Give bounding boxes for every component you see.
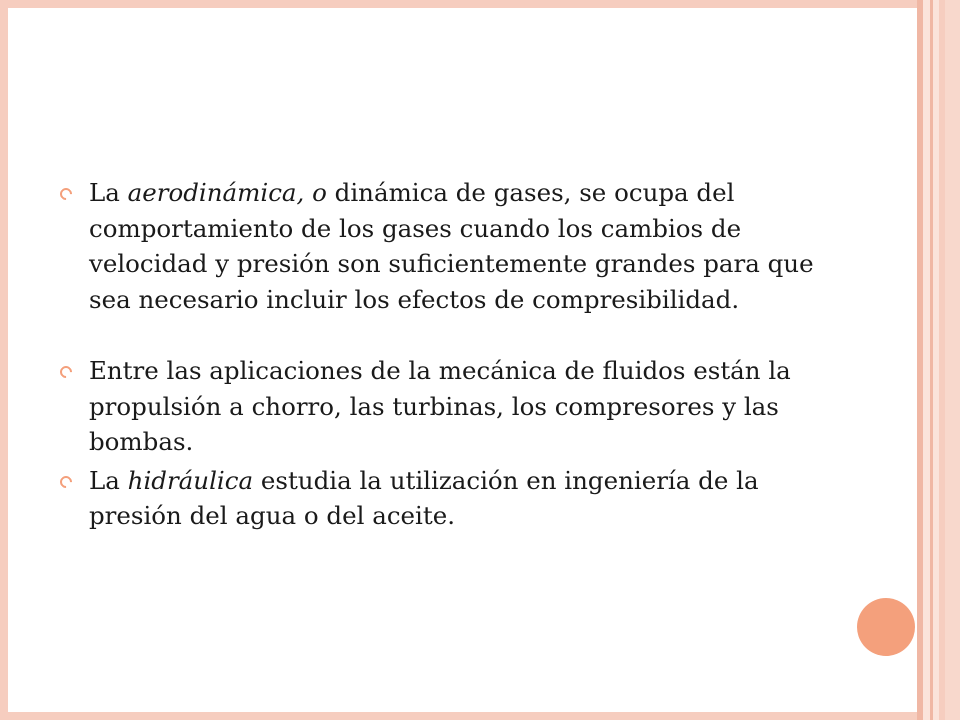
bullet-text: Entre las aplicaciones de la mecánica de fluidos están la propulsión a chorro, las turbinas, los compresores y las bombas. (89, 356, 791, 456)
decorative-stripe (923, 0, 930, 720)
frame-top-border (0, 0, 924, 8)
frame-left-border (0, 0, 8, 720)
bullet-list (60, 175, 830, 534)
bullet-item (60, 463, 830, 534)
bullet-text: La hidráulica estudia la utilización en ingeniería de la presión del agua o del aceite. (89, 465, 759, 530)
frame-bottom-border (0, 712, 924, 720)
decorative-circle (857, 598, 915, 656)
decorative-stripe (945, 0, 960, 720)
bullet-item (60, 353, 830, 460)
bullet-text: La aerodinámica, o dinámica de gases, se ocupa del comportamiento de los gases cuando los cambios de velocidad y presión son suficientemente grandes para que sea necesario incluir los efectos de compresibilidad. (89, 178, 814, 314)
bullet-ring-icon (58, 473, 75, 490)
bullet-item (60, 175, 830, 317)
bullet-ring-icon (58, 364, 75, 381)
bullet-ring-icon (58, 186, 75, 203)
